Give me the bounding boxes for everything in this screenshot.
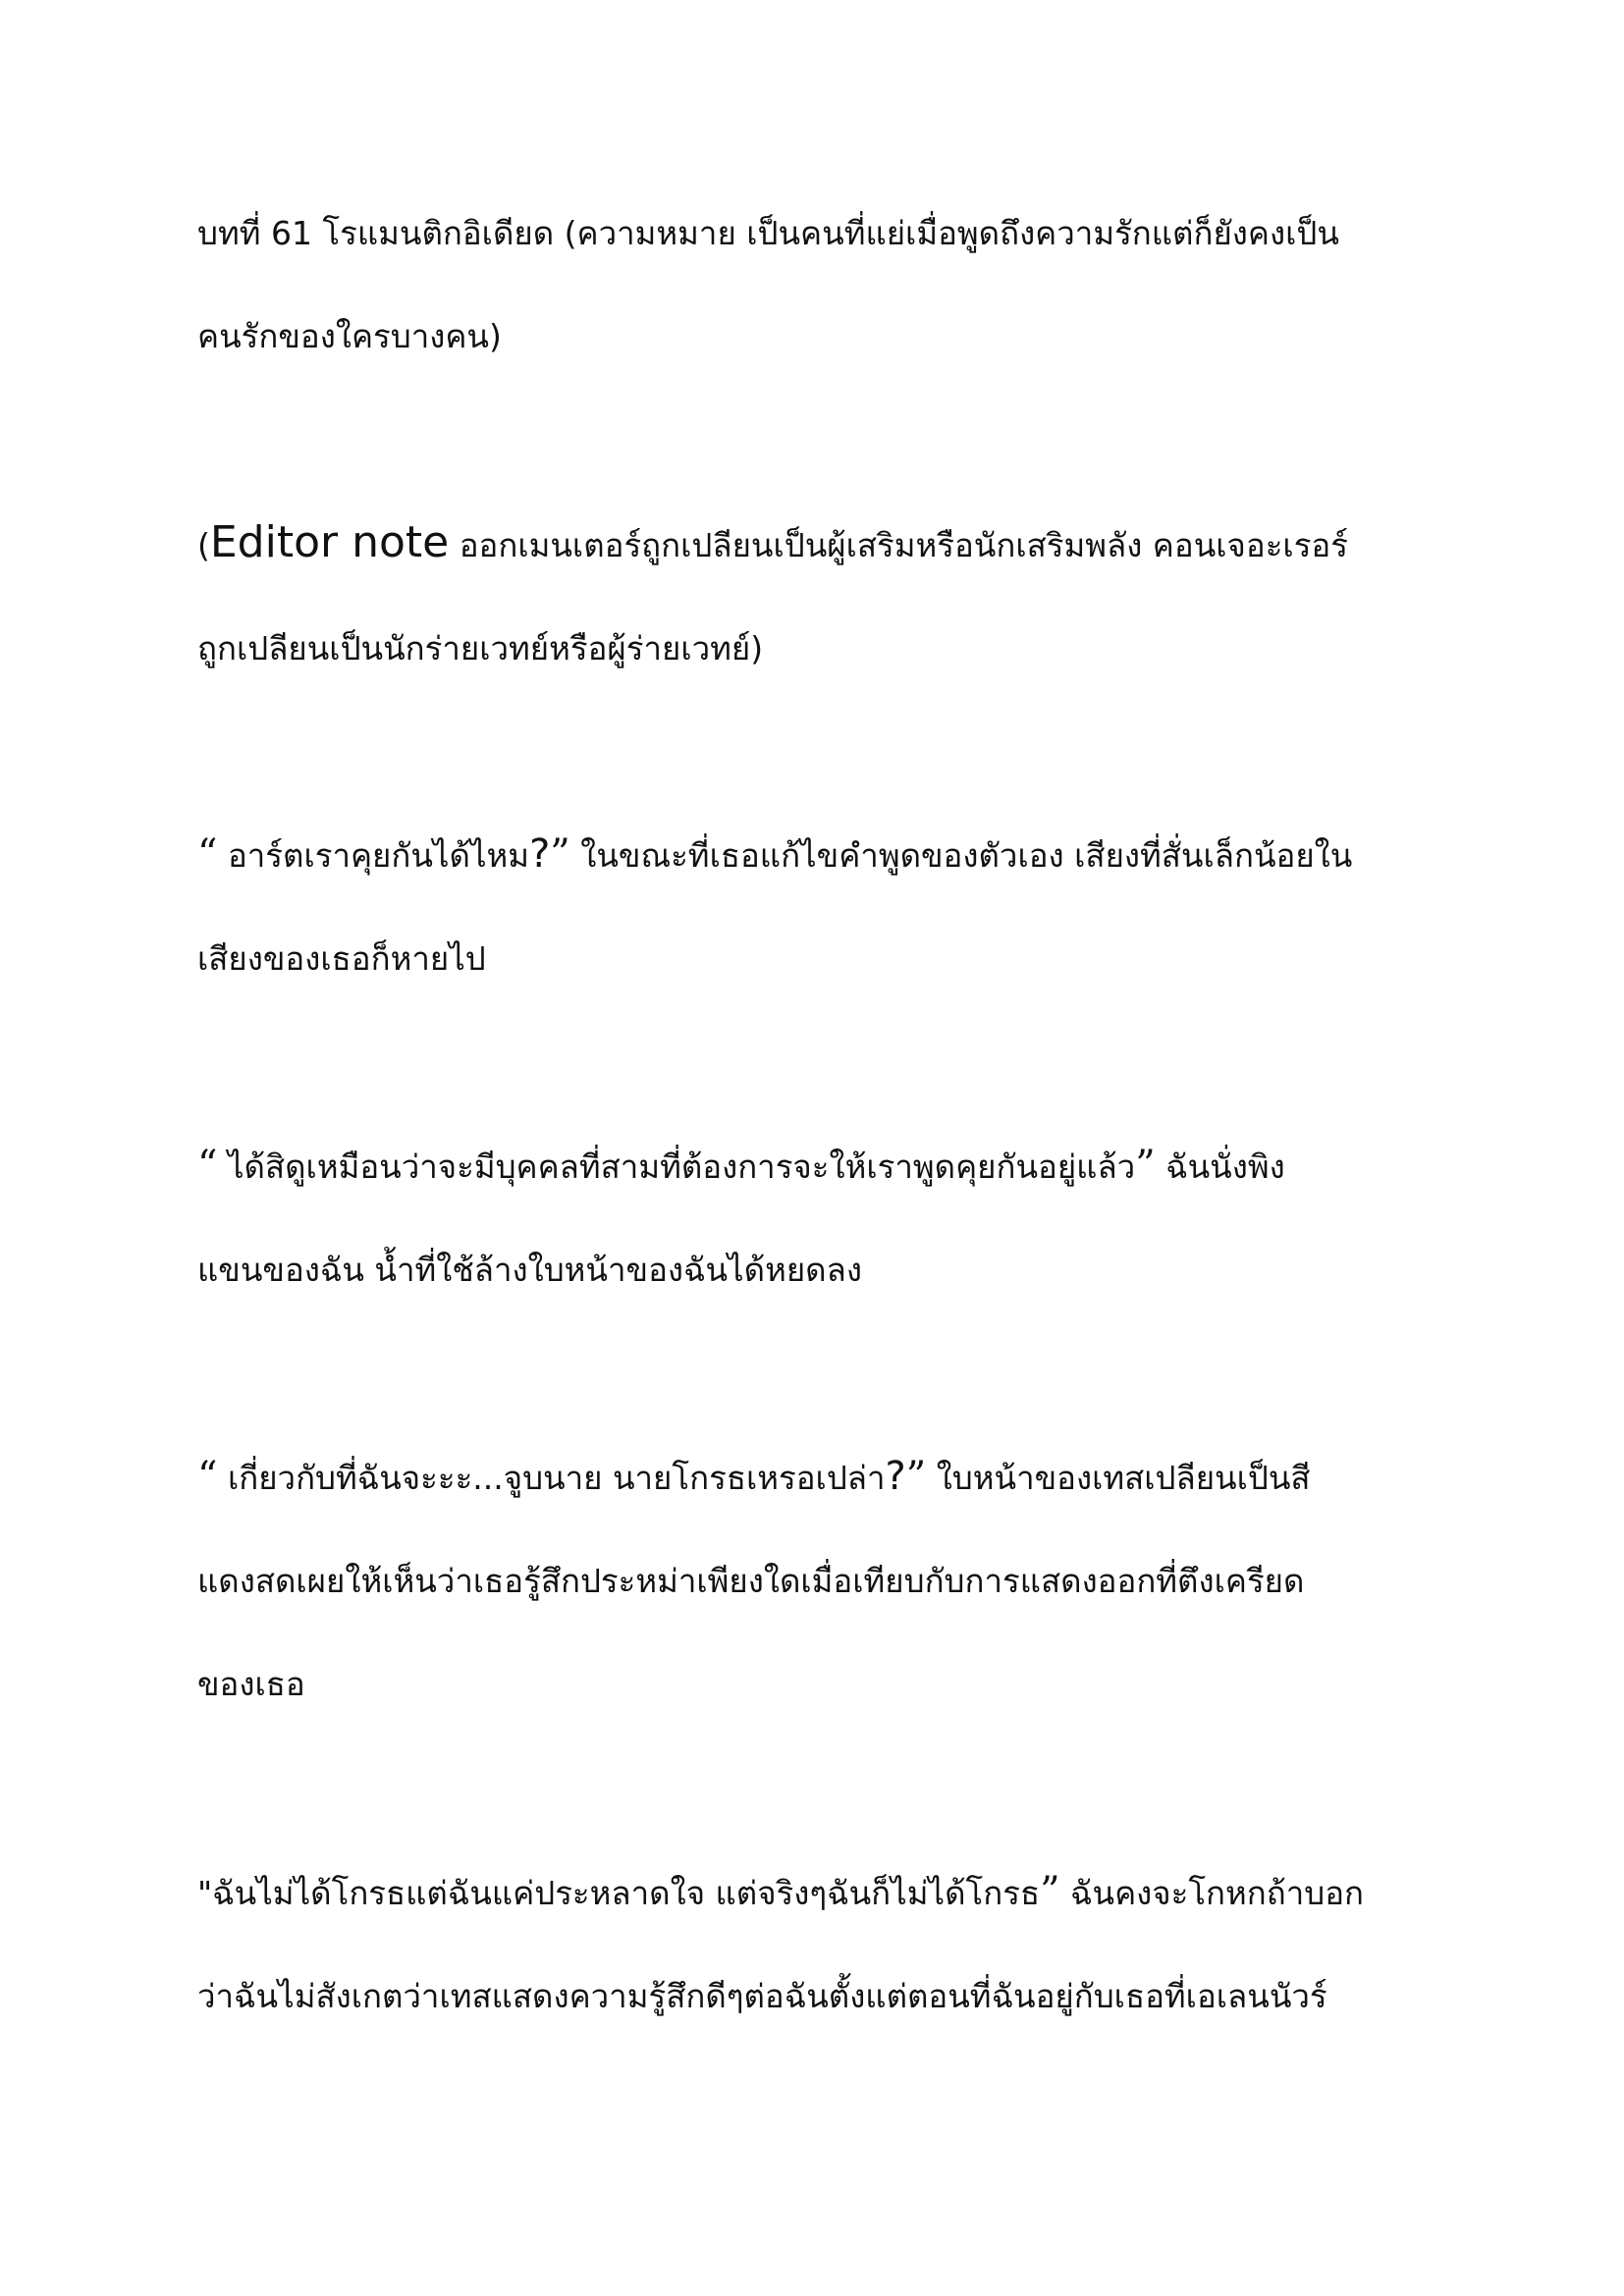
open-quote: “ (197, 831, 218, 877)
dialogue-text: "ฉันไม่ได้โกรธแต่ฉันแค่ประหลาดใจ แต่จริงๆฉันก็ไม่ได้โกรธ (197, 1874, 1041, 1912)
text-line (197, 803, 1464, 907)
close-quote: ” (905, 1454, 927, 1499)
dialogue-paragraph (197, 1425, 1464, 1735)
dialogue-paragraph (197, 1114, 1464, 1321)
dialogue-paragraph (197, 1841, 1464, 2048)
text-line: บทที่ 61 โรแมนติกอิเดียด (ความหมาย เป็นคนที่แย่เมื่อพูดถึงความรักแต่ก็ยังคงเป็น (197, 214, 1339, 252)
question-mark: ? (529, 831, 551, 877)
text-line: ถูกเปลียนเป็นนักร่ายเวทย์หรือผู้ร่ายเวทย์) (197, 629, 764, 667)
narration-text: ในขณะที่เธอแก้ไขคำพูดของตัวเอง เสียงที่สั่นเล็กน้อยใน (569, 836, 1353, 875)
text-line (197, 491, 1464, 597)
close-quote: ” (1135, 1143, 1156, 1188)
question-mark: ? (885, 1454, 906, 1499)
narration-text: ฉันนั่งพิง (1155, 1148, 1285, 1186)
open-paren: ( (197, 526, 210, 564)
text-line: ของเธอ (197, 1665, 305, 1703)
text-line: เสียงของเธอก็หายไป (197, 939, 486, 978)
open-quote: “ (197, 1454, 218, 1499)
narration-text: ใบหน้าของเทสเปลียนเป็นสี (926, 1459, 1311, 1497)
dialogue-text: เกี่ยวกับที่ฉันจะะะ...จูบนาย นายโกรธเหรอเปล่า (217, 1459, 886, 1497)
close-quote: ” (1040, 1869, 1060, 1914)
close-quote: ” (550, 831, 570, 877)
editor-note-label: Editor note (209, 517, 450, 567)
narration-text: ฉันคงจะโกหกถ้าบอก (1059, 1874, 1365, 1912)
text-line: ว่าฉันไม่สังเกตว่าเทสแสดงความรู้สึกดีๆต่อฉันตั้งแต่ตอนที่ฉันอยู่กับเธอที่เอเลนนัวร์ (197, 1977, 1327, 2015)
text-line (197, 1114, 1464, 1218)
text-line (197, 1841, 1464, 1945)
text-line: แขนของฉัน น้ำที่ใช้ล้างใบหน้าของฉันได้หยดลง (197, 1251, 862, 1289)
dialogue-text: อาร์ตเราคุยกันได้ไหม (217, 836, 530, 875)
dialogue-text: ได้สิดูเหมือนว่าจะมีบุคคลที่สามที่ต้องการจะให้เราพูดคุยกันอยู่แล้ว (217, 1148, 1136, 1186)
editor-note-paragraph (197, 491, 1464, 700)
chapter-title-paragraph (197, 182, 1464, 388)
editor-note-text: ออกเมนเตอร์ถูกเปลียนเป็นผู้เสริมหรือนักเสริมพลัง คอนเจอะเรอร์ (449, 526, 1348, 564)
dialogue-paragraph (197, 803, 1464, 1010)
text-line (197, 1425, 1464, 1529)
text-line: แดงสดเผยให้เห็นว่าเธอรู้สึกประหม่าเพียงใดเมื่อเทียบกับการแสดงออกที่ตึงเครียด (197, 1562, 1305, 1600)
open-quote: “ (197, 1143, 218, 1188)
text-line: คนรักของใครบางคน) (197, 317, 502, 355)
